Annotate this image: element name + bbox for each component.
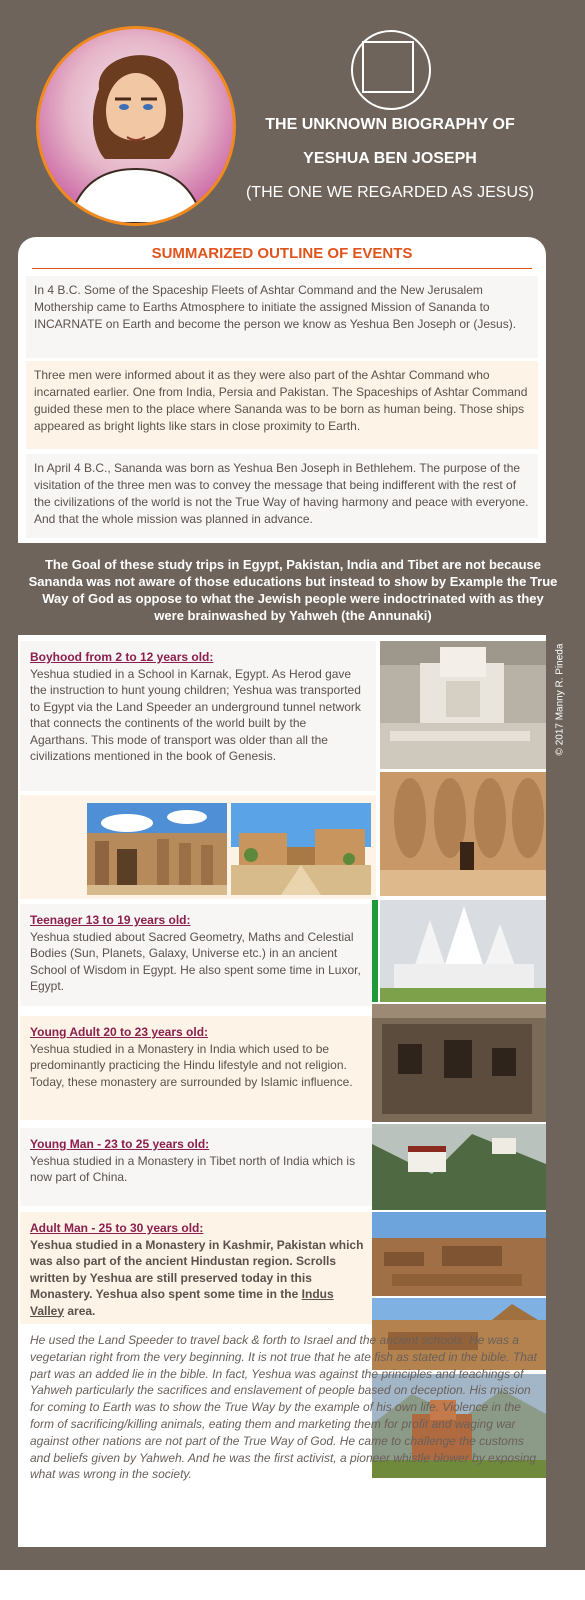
stage-heading: Boyhood from 2 to 12 years old: bbox=[30, 650, 214, 664]
stage-young-man bbox=[20, 1128, 376, 1206]
outline-paragraph-2: Three men were informed about it as they were also part of the Ashtar Command who incarnated earlier. One from India, Persia and Pakistan. The Spaceships of Ashtar Command guided these men to the place where Sananda was to be born as human being. Those ships appeared as bright lights like stars in close proximity to Earth. bbox=[26, 361, 538, 449]
square-logo-icon bbox=[362, 41, 414, 93]
stage-body: Yeshua studied in a Monastery in Tibet north of India which is now part of China. bbox=[30, 1153, 356, 1184]
page-title-line-1: THE UNKNOWN BIOGRAPHY OF bbox=[265, 116, 515, 133]
indian-monastery-ruins-photo bbox=[372, 1004, 546, 1122]
outline-paragraph-1: In 4 B.C. Some of the Spaceship Fleets of Ashtar Command and the New Jerusalem Mothership came to Earths Atmosphere to initiate the assigned Mission of Sananda to INCARNATE on Earth and become the person we know as Yeshua Ben Joseph or (Jesus). bbox=[26, 276, 538, 358]
luxor-temple-photo bbox=[231, 803, 371, 895]
stage-heading: Adult Man - 25 to 30 years old: bbox=[30, 1221, 204, 1235]
outline-title: SUMMARIZED OUTLINE OF EVENTS bbox=[151, 245, 413, 262]
kashmir-ruins-photo bbox=[372, 1212, 546, 1296]
stage-heading: Teenager 13 to 19 years old: bbox=[30, 913, 191, 927]
copyright-text: © 2017 Manny R. Pineda bbox=[554, 643, 566, 756]
tibet-monastery-photo bbox=[372, 1124, 546, 1210]
outline-card bbox=[18, 237, 546, 543]
stage-boyhood bbox=[20, 641, 376, 791]
indus-valley-link: Indus Valley bbox=[30, 1287, 334, 1318]
closing-narrative: He used the Land Speeder to travel back & forth to Israel and the ancient schools. He was a vegetarian right from the very beginning. It is not true that he ate fish as stated in the bible. That part was an added lie in the bible. In fact, Yeshua was against the principles and teachings of Yahweh particularly the sacrifices and enslavement of people based on deception. His mission for coming to Earth was to show the True Way by the example of his own life. Violence in the form of sacrificing/killing animals, eating them and marketing them for profit and waging war against other nations are not part of the True Way of God. He came to challenge the customs and beliefs given by Yahweh. And he was the first activist, a pioneer whistle blower by exposing what was wrong in the society. bbox=[30, 1333, 537, 1482]
hindu-temple-photo bbox=[380, 900, 546, 1002]
abu-simbel-photo bbox=[380, 772, 546, 896]
green-accent-bar bbox=[372, 900, 378, 1002]
stage-body-end: area. bbox=[64, 1303, 96, 1318]
page-title-line-2: YESHUA BEN JOSEPH bbox=[303, 150, 477, 167]
stage-body bbox=[30, 1237, 366, 1320]
copyright-notice bbox=[548, 640, 572, 770]
goal-statement: The Goal of these study trips in Egypt, Pakistan, India and Tibet are not because Sananda was not aware of those educations but instead to show by Example the True Way of God as oppose to what the Jewish people were indoctrinated with as they were brainwashed by Yahweh (the Annunaki) bbox=[28, 557, 558, 623]
karnak-temple-photo bbox=[87, 803, 227, 895]
outline-divider bbox=[32, 268, 532, 269]
stage-young-adult bbox=[20, 1016, 376, 1120]
stage-teenager bbox=[20, 904, 376, 1006]
stage-body-main: Yeshua studied in a Monastery in Kashmir, Pakistan which was also part of the ancient Hindustan region. Scrolls written by Yeshua are still preserved today in this Monastery. Yeshua also spent some time in the bbox=[30, 1237, 364, 1301]
stage-adult-man bbox=[20, 1212, 376, 1324]
jesus-portrait-icon bbox=[36, 26, 236, 226]
jerusalem-temple-model-photo bbox=[380, 641, 546, 769]
stage-body: Yeshua studied in a Monastery in India which used to be predominantly practicing the Hindu lifestyle and not religion. Today, these monastery are surrounded by Islamic influence. bbox=[30, 1041, 353, 1089]
stage-heading: Young Man - 23 to 25 years old: bbox=[30, 1137, 210, 1151]
bottom-margin bbox=[0, 1570, 585, 1600]
outline-paragraph-3: In April 4 B.C., Sananda was born as Yeshua Ben Joseph in Bethlehem. The purpose of the visitation of the three men was to convey the message that being indifferent with the rest of the civilizations of the world is not the True Way of having harmony and peace with everyone. And that the whole mission was planned in advance. bbox=[26, 454, 538, 538]
stage-heading: Young Adult 20 to 23 years old: bbox=[30, 1025, 209, 1039]
page-subtitle: (THE ONE WE REGARDED AS JESUS) bbox=[245, 184, 535, 201]
stage-body: Yeshua studied in a School in Karnak, Egypt. As Herod gave the instruction to hunt young children; Yeshua was transported to Egypt via the Land Speeder an underground tunnel network that connects the continents of the world built by the Agarthans. This mode of transport was older than all the civilizations mentioned in the book of Genesis. bbox=[30, 666, 361, 763]
stage-body: Yeshua studied about Sacred Geometry, Maths and Celestial Bodies (Sun, Planets, Galaxy, Universe etc.) in an ancient School of Wisdom in Egypt. He also spent some time in Luxor, Egypt. bbox=[30, 929, 361, 993]
